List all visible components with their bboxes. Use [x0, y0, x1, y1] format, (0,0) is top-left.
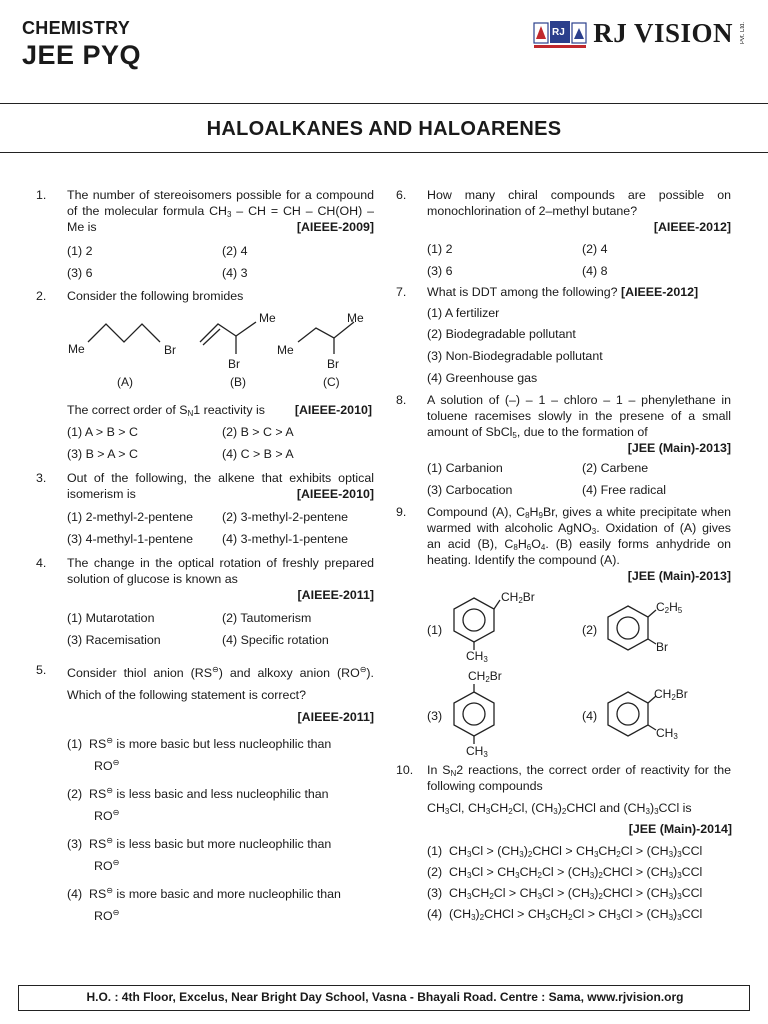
- ch3-label: $CH_3$: [466, 744, 488, 759]
- option-2[interactable]: (2) 4: [222, 244, 248, 258]
- question-text: How many chiral compounds are possible on monochlorination of 2–methyl butane? [AIEEE-2012]: [427, 188, 731, 234]
- option-2[interactable]: (2) Tautomerism: [222, 611, 312, 625]
- option-3[interactable]: (3): [427, 709, 443, 723]
- option-4[interactable]: (4) Greenhouse gas: [427, 371, 538, 385]
- ch2br-label: $CH_2Br$: [501, 590, 535, 605]
- option-1[interactable]: (1) A > B > C: [67, 425, 138, 439]
- option-2[interactable]: (2) $CH_3Cl > CH_3CH_2Cl$ > $(CH_3)_2CHCl > (CH_3)_3CCl$: [427, 865, 703, 880]
- structure-label: (A): [117, 375, 133, 389]
- question-text: In $S_N2$ reactions, the correct order of reactivity for the following compounds: [427, 763, 731, 793]
- header-rule-top: [0, 103, 768, 104]
- atom-br: Br: [327, 357, 339, 371]
- ch2br-label: $CH_2Br$: [654, 687, 688, 702]
- option-1[interactable]: (1) 2-methyl-2-pentene: [67, 510, 194, 524]
- atom-me: Me: [347, 311, 364, 325]
- question-text: The change in the optical rotation of freshly prepared solution of glucose is known as [AIEEE-2011]: [67, 556, 374, 602]
- question-text: What is DDT among the following? [AIEEE-2012]: [427, 285, 699, 299]
- question-number: 1.: [36, 188, 47, 202]
- question-number: 9.: [396, 505, 407, 519]
- exam-tag: [AIEEE-2010]: [294, 403, 372, 417]
- question-number: 10.: [396, 763, 414, 777]
- option-2[interactable]: (2) Biodegradable pollutant: [427, 327, 576, 341]
- question-text: The number of stereoisomers possible for a compound of the molecular formula $CH_3$ – CH = CH – CH(OH) – Me is [AIEEE-2009]: [67, 188, 374, 234]
- option-3-cont: RO⊖: [94, 858, 120, 873]
- option-4[interactable]: (4) RS⊖ is more basic and more nucleophilic than: [67, 886, 341, 901]
- option-4-cont: RO⊖: [94, 908, 120, 923]
- atom-me: Me: [277, 343, 294, 357]
- para-structure: [450, 682, 510, 752]
- footer-address: H.O. : 4th Floor, Excelus, Near Bright Day School, Vasna - Bhayali Road. Centre : Sama, www.rjvision.org: [86, 990, 684, 1004]
- ch3-label: $CH_3$: [656, 726, 678, 741]
- option-4[interactable]: (4) Free radical: [582, 483, 667, 497]
- option-4[interactable]: (4) 3-methyl-1-pentene: [222, 532, 349, 546]
- rj-vision-logo: [533, 18, 746, 49]
- option-4[interactable]: (4) 3: [222, 266, 248, 280]
- chapter-title: HALOALKANES AND HALOARENES: [206, 118, 562, 140]
- structure-c: [277, 311, 364, 389]
- question-number: 7.: [396, 285, 407, 299]
- option-3[interactable]: (3) Racemisation: [67, 633, 161, 647]
- option-1[interactable]: (1) $CH_3Cl$ > $(CH_3)_2CHCl > CH_3CH_2Cl > (CH_3)_3CCl$: [427, 844, 703, 859]
- exam-tag: [JEE (Main)-2013]: [627, 569, 731, 583]
- atom-br: Br: [164, 343, 176, 357]
- exam-tag: [AIEEE-2011]: [297, 588, 374, 602]
- option-2-cont: RO⊖: [94, 808, 120, 823]
- question-2-prompt: The correct order of $S_N1$ reactivity is [AIEEE-2010]: [67, 403, 372, 418]
- option-4[interactable]: (4) Specific rotation: [222, 633, 329, 647]
- subject-label: CHEMISTRY: [22, 18, 131, 38]
- exam-tag: [AIEEE-2009]: [296, 220, 374, 234]
- question-text: Out of the following, the alkene that exhibits optical isomerism is [AIEEE-2010]: [67, 471, 374, 501]
- option-3[interactable]: (3) 6: [427, 264, 453, 278]
- option-3[interactable]: (3) RS⊖ is less basic but more nucleophilic than: [67, 836, 332, 851]
- option-1[interactable]: (1) RS⊖ is more basic but less nucleophilic than: [67, 736, 332, 751]
- option-1[interactable]: (1) A fertilizer: [427, 306, 500, 320]
- rj-emblem-icon: [533, 19, 587, 49]
- exam-tag: [AIEEE-2012]: [621, 285, 699, 299]
- header-rule-bottom: [0, 152, 768, 153]
- option-3[interactable]: (3) 6: [67, 266, 93, 280]
- svg-text:RJ: RJ: [552, 26, 565, 38]
- option-3[interactable]: (3) $CH_3CH_2Cl > CH_3Cl$ > $(CH_3)_2CHCl > (CH_3)_3CCl$: [427, 886, 703, 901]
- question-text: A solution of (–) – 1 – chloro – 1 – phenylethane in toluene racemises slowly in the presene of a small amount of SbCl$_5$, due to the formation of [JEE (Main)-2013]: [427, 393, 731, 455]
- option-4[interactable]: (4) $(CH_3)_2CHCl > CH_3CH_2Cl > CH_3Cl > (CH_3)_3CCl$: [427, 907, 703, 922]
- option-4[interactable]: (4) C > B > A: [222, 447, 294, 461]
- option-2[interactable]: (2) 4: [582, 242, 608, 256]
- option-2[interactable]: (2) Carbene: [582, 461, 649, 475]
- option-3[interactable]: (3) Carbocation: [427, 483, 513, 497]
- structure-a: [68, 324, 176, 389]
- option-2[interactable]: (2) 3-methyl-2-pentene: [222, 510, 349, 524]
- exam-tag: [JEE (Main)-2013]: [627, 441, 731, 455]
- exam-tag: [JEE (Main)-2014]: [628, 822, 732, 836]
- option-1[interactable]: (1) 2: [427, 242, 453, 256]
- option-3[interactable]: (3) 4-methyl-1-pentene: [67, 532, 194, 546]
- c2h5-label: $C_2H_5$: [656, 600, 683, 615]
- option-1[interactable]: (1) 2: [67, 244, 93, 258]
- ortho-ethyl-structure: [604, 598, 664, 662]
- option-4[interactable]: (4): [582, 709, 598, 723]
- exam-tag: [AIEEE-2012]: [653, 220, 731, 234]
- question-number: 2.: [36, 289, 47, 303]
- option-1-cont: RO⊖: [94, 758, 120, 773]
- question-number: 8.: [396, 393, 407, 407]
- question-10-compounds: $CH_3Cl$, $CH_3CH_2Cl$, $(CH_3)_2CHCl$ and $(CH_3)_3CCl$ is: [427, 801, 692, 816]
- question-number: 6.: [396, 188, 407, 202]
- question-number: 3.: [36, 471, 47, 485]
- option-2[interactable]: (2): [582, 623, 598, 637]
- exam-tag: [AIEEE-2011]: [297, 710, 374, 724]
- br-label: Br: [656, 640, 668, 654]
- structure-label: (B): [230, 375, 246, 389]
- option-2[interactable]: (2) RS⊖ is less basic and less nucleophilic than: [67, 786, 329, 801]
- option-1[interactable]: (1): [427, 623, 443, 637]
- question-number: 4.: [36, 556, 47, 570]
- option-4[interactable]: (4) 8: [582, 264, 608, 278]
- ch2br-label: $CH_2Br$: [468, 669, 502, 684]
- option-3[interactable]: (3) B > A > C: [67, 447, 138, 461]
- question-number: 5.: [36, 663, 47, 677]
- ch3-label: $CH_3$: [466, 649, 488, 664]
- option-1[interactable]: (1) Mutarotation: [67, 611, 155, 625]
- atom-me: Me: [68, 342, 85, 356]
- logo-company-suffix: Pvt. Ltd.: [740, 22, 746, 45]
- bromide-structures: [60, 308, 380, 392]
- option-1[interactable]: (1) Carbanion: [427, 461, 503, 475]
- logo-wordmark: RJ VISION: [593, 18, 733, 48]
- atom-me: Me: [259, 311, 276, 325]
- option-3[interactable]: (3) Non-Biodegradable pollutant: [427, 349, 603, 363]
- question-text: Consider the following bromides: [67, 289, 244, 303]
- structure-label: (C): [323, 375, 340, 389]
- exam-tag: [AIEEE-2010]: [296, 487, 374, 501]
- page-heading: JEE PYQ: [22, 40, 142, 70]
- option-2[interactable]: (2) B > C > A: [222, 425, 294, 439]
- atom-br: Br: [228, 357, 240, 371]
- question-text: Compound (A), $C_8H_9Br$, gives a white precipitate when warmed with alcoholic AgNO$_3$. Oxidation of (A) gives an acid (B), $C_8H_6O_4$. (B) easily forms anhydride on heating. Identify the compound (A). [JEE (Main)-2013]: [427, 505, 732, 583]
- question-text: Consider thiol anion (RS⊖) and alkoxy anion (RO⊖). Which of the following statement is correct? [AIEEE-2011]: [67, 662, 374, 728]
- structure-b: [200, 311, 276, 389]
